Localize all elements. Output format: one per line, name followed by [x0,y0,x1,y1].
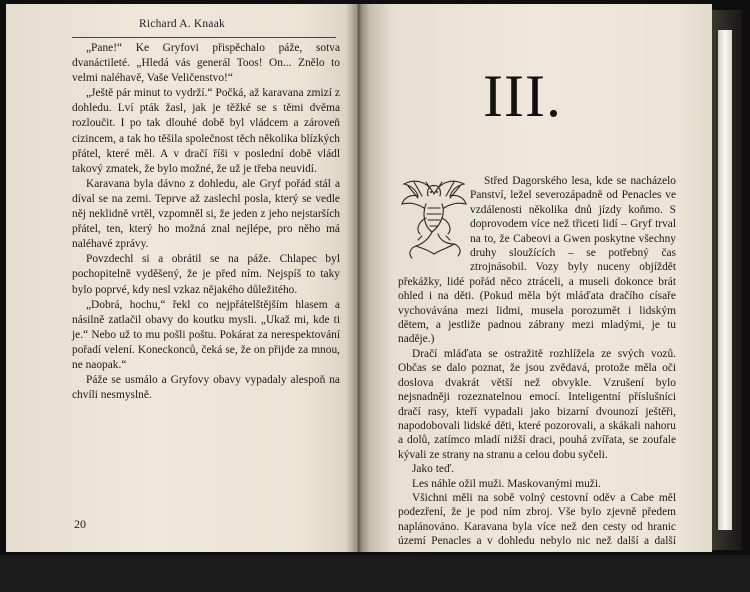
paragraph: Všichni měli na sobě volný cestovní oděv a Cabe měl podezření, že je pod ním zbroj. Vše bylo zjevně předem naplánováno. Karavana byla více než den cesty od hranic území Penacles a v dohledu nebylo nic než další a další stromy. [398,491,676,562]
chapter-title: III. [483,63,562,129]
left-page [6,4,358,552]
paragraph: Dračí mláďata se ostražitě rozhlížela ze svých vozů. Občas se dalo poznat, že jsou zvědavá, protože měla oči doslova dvakrát větší než obvykle. Vzrušení bylo nejsnadněji rozeznatelnou emocí. Inteligentní příslušníci dračí rasy, kteří vypadali jako bizarní dvounozí ještěři, napodobovali lidské děti, které pozorovali, a skákali nahoru a dolů, zatímco mladí nižší draci, pouhá zvířata, se zoufale kývali ze strany na stranu a celou dobu syčeli. [398,347,676,461]
paragraph: „Dobrá, hochu,“ řekl co nejpřátelštějším hlasem a násilně zatlačil obavy do koutku mysli. „Ukaž mi, kde ti je.“ Nebo už to mu pošli poštu. Pokárat za nerespektování pořadí velení. Koneckonců, čeká se, že on přijde za mnou, ne naopak.“ [72,298,340,371]
paragraph: Povzdechl si a obrátil se na páže. Chlapec byl pochopitelně vyděšený, že je před ním. Nejspíš to taky bylo poprvé, kdy nesl vzkaz nějakého důležitého. [72,253,340,296]
paragraph: Jako teď. [412,463,455,476]
left-page-text [72,41,340,403]
page-number: 20 [74,517,86,531]
paragraph: „Pane!“ Ke Gryfovi přispěchalo páže, sotva dvanáctileté. „Hledá vás generál Toos! On... Znělo to velmi naléhavě, Vaše Veličenstvo!“ [72,42,340,85]
dragon-illustration [398,174,470,274]
dragon-icon [398,174,470,260]
running-head: Richard A. Knaak [139,18,225,30]
paragraph: Střed Dagorského lesa, kde se nacházelo Panství, ležel severozápadně od Penacles ve vzdálenosti několika dnů jízdy koňmo. S doprovodem více než třiceti lidí – Gryf trval na to, že Cabeovi a Gwen poskytne všechny druhy sloužících – se potřebný čas ztrojnásobil. Vozy byly nuceny objíždět překážky, lidé pořád něco ztráceli, a museli dokonce brát ohled i na děti. (Pokud měla být mláďata dračího císaře vychovávána mezi lidmi, musela porozumět i lidským dětem, a jestliže padnou zábrany mezi mladými, je tu naděje.) [398,175,676,346]
paragraph: „Hlupáci!“ zasykla Gwen. „Zelený drak rozhodně nebude tolerovat takovýhle útok na vlastním území!“ [398,563,676,591]
paragraph: Les náhle ožil muži. Maskovanými muži. [412,477,601,490]
paragraph: Karavana byla dávno z dohledu, ale Gryf pořád stál a díval se na zemi. Teprve až zaslechl posla, který se vedle něj neklidně vrtěl, vzpomněl si, že jeden z jeho nejstarších přátel, ten, který ho možná znal nejlépe, pro něho má naléhavé zprávy. [72,177,340,251]
right-page [358,4,712,591]
page-stack-edge [718,30,732,530]
paragraph: Páže se usmálo a Gryfovy obavy vypadaly alespoň na chvíli nesmyslně. [72,374,340,402]
header-rule [72,37,336,38]
right-page-text [398,174,676,592]
paragraph: „Ještě pár minut to vydrží.“ Počká, až karavana zmizí z dohledu. Lví pták žasl, jak je těžké se s těmi dvěma rozloučit. I po tak dlouhé době byl vládcem a zároveň cizincem, a tak ho těšila společnost těch několika blízkých přátel, které měl. A v dračí říši v poslední době vládl takový zmatek, že bylo možné, že už je třeba neuvidí. [72,87,340,175]
